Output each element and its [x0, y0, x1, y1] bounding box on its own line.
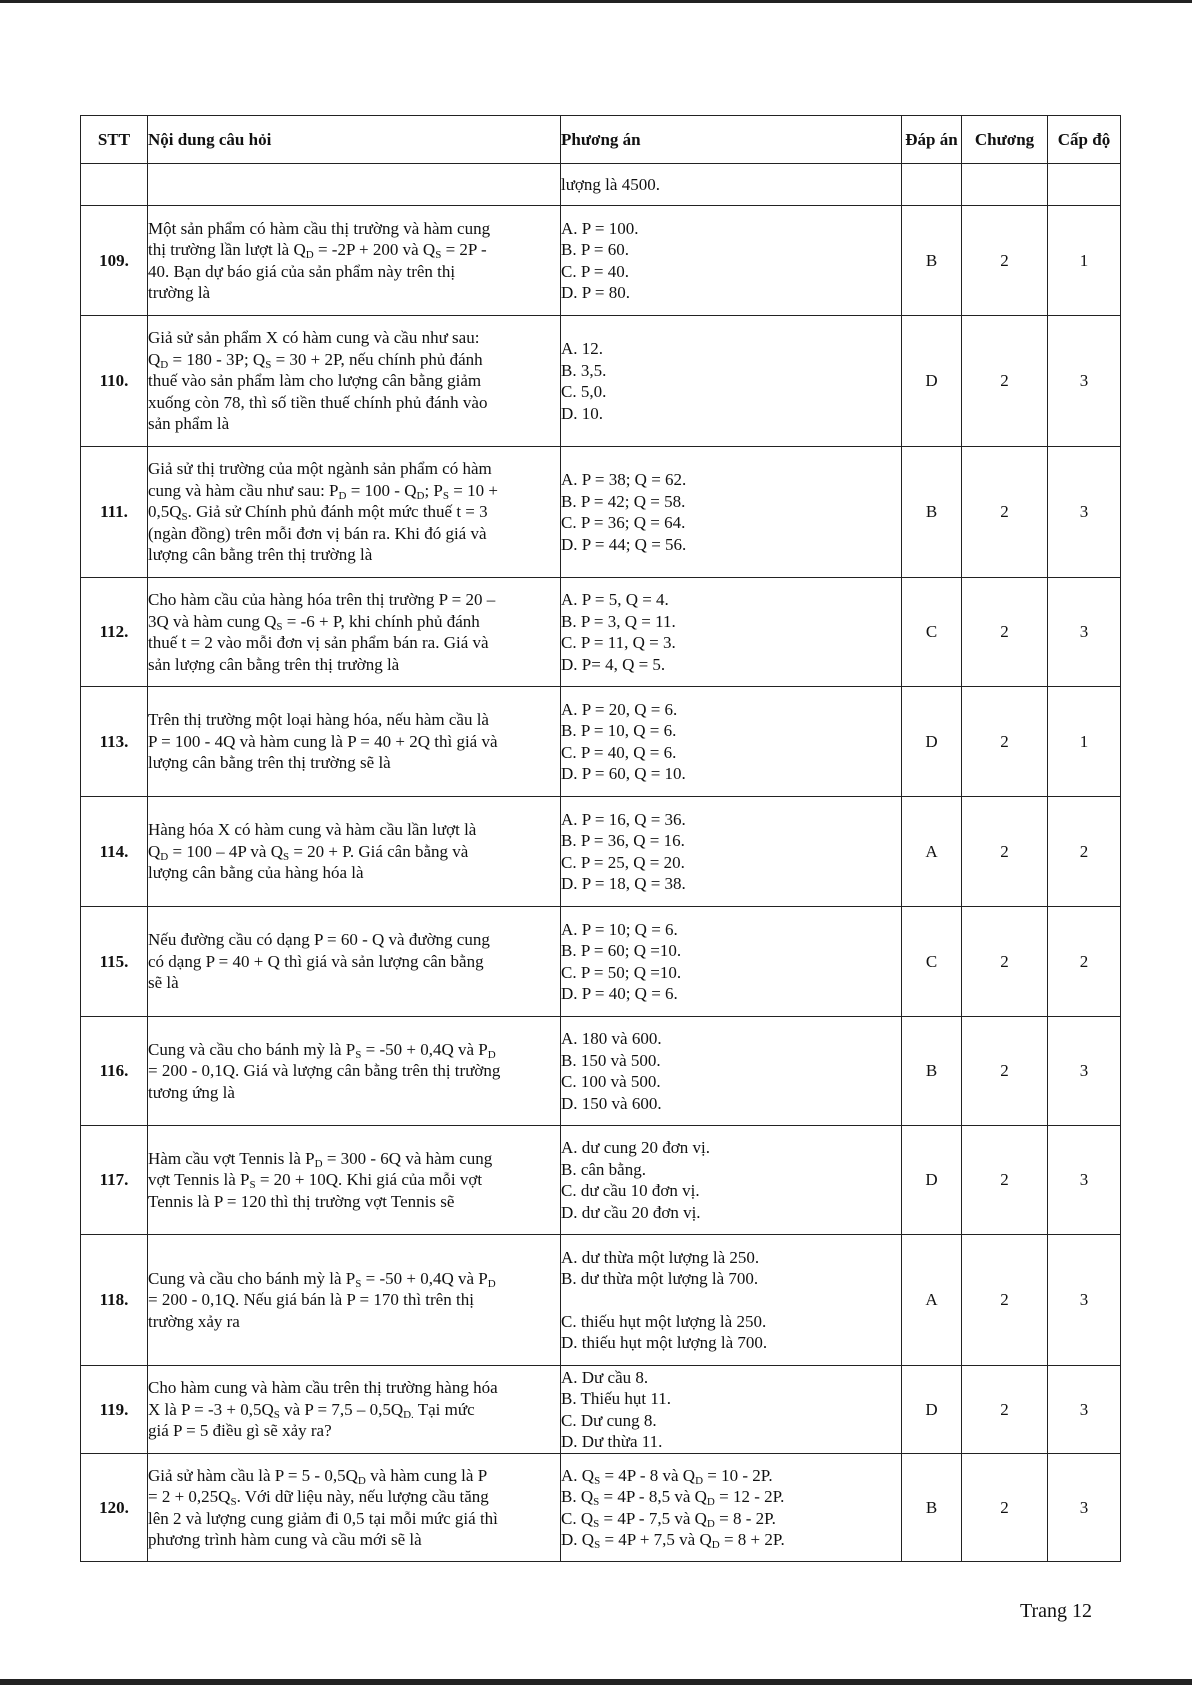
question-answer: D — [902, 1126, 962, 1235]
option-item: C. P = 25, Q = 20. — [561, 852, 685, 872]
question-answer: D — [902, 1366, 962, 1454]
question-options — [561, 1454, 902, 1562]
question-chapter: 2 — [962, 1126, 1048, 1235]
question-options — [561, 447, 902, 578]
question-text: Cho hàm cầu của hàng hóa trên thị trường P = 20 – 3Q và hàm cung $Q_S = -6 + P$, khi chính phủ đánh thuế t = 2 vào mỗi đơn vị sản phẩm bán ra. Giá và sản lượng cân bằng trên thị trường là — [148, 578, 561, 687]
option-item: B. cân bằng. — [561, 1159, 646, 1179]
question-number: 119. — [81, 1366, 148, 1454]
table-body — [81, 164, 1121, 1562]
question-chapter: 2 — [962, 797, 1048, 907]
question-level: 3 — [1048, 316, 1121, 447]
question-number: 111. — [81, 447, 148, 578]
option-item: B. $Q_S = 4P - 8,5$ và $Q_D = 12 - 2P$. — [561, 1487, 785, 1508]
option-item: B. P = 3, Q = 11. — [561, 611, 676, 631]
option-item: D. 10. — [561, 403, 604, 423]
option-item: D. thiếu hụt một lượng là 700. — [561, 1333, 768, 1352]
option-item: C. 5,0. — [561, 382, 607, 401]
option-item: D. 150 và 600. — [561, 1093, 662, 1113]
continuation-stt — [81, 164, 148, 206]
question-level: 2 — [1048, 907, 1121, 1017]
option-item: D. P = 40; Q = 6. — [561, 984, 678, 1003]
question-number: 116. — [81, 1017, 148, 1126]
question-row — [81, 578, 1121, 687]
question-answer: B — [902, 1454, 962, 1562]
header-answer: Đáp án — [902, 116, 962, 164]
option-item: B. P = 10, Q = 6. — [561, 721, 677, 740]
page-number: Trang 12 — [1020, 1600, 1093, 1622]
option-item: C. P = 40. — [561, 261, 629, 281]
option-item: A. P = 100. — [561, 218, 639, 238]
option-item: B. P = 42; Q = 58. — [561, 491, 686, 511]
option-item: B. P = 60; Q =10. — [561, 941, 682, 960]
question-level: 3 — [1048, 447, 1121, 578]
question-row — [81, 1454, 1121, 1562]
question-answer: D — [902, 316, 962, 447]
question-options — [561, 1235, 902, 1366]
question-level: 3 — [1048, 1366, 1121, 1454]
question-text: Giả sử thị trường của một ngành sản phẩm có hàm cung và hàm cầu như sau: $P_D = 100 - Q_D$; $P_S = 10$ + $0,5Q_S$. Giả sử Chính phủ đánh một mức thuế t = 3 (ngàn đồng) trên mỗi đơn vị bán ra. Khi đó giá và lượng cân bằng trên thị trường là — [148, 447, 561, 578]
question-chapter: 2 — [962, 206, 1048, 316]
question-options — [561, 316, 902, 447]
option-item: A. Dư cầu 8. — [561, 1367, 649, 1387]
question-level: 1 — [1048, 206, 1121, 316]
question-answer: B — [902, 1017, 962, 1126]
header-options: Phương án — [561, 116, 902, 164]
question-number: 112. — [81, 578, 148, 687]
question-row — [81, 1017, 1121, 1126]
question-answer: C — [902, 578, 962, 687]
option-item: A. dư thừa một lượng là 250. — [561, 1247, 760, 1267]
option-item: B. P = 36, Q = 16. — [561, 831, 685, 850]
question-level: 3 — [1048, 1126, 1121, 1235]
option-item: D. P= 4, Q = 5. — [561, 654, 666, 674]
question-options — [561, 1017, 902, 1126]
continuation-chapter — [962, 164, 1048, 206]
header-question: Nội dung câu hỏi — [148, 116, 561, 164]
option-item: C. P = 50; Q =10. — [561, 962, 682, 982]
option-item: B. dư thừa một lượng là 700. — [561, 1269, 759, 1288]
option-item: C. P = 36; Q = 64. — [561, 513, 686, 532]
question-text: Giả sử hàm cầu là $P = 5 - 0,5Q_D$ và hàm cung là P = $2 + 0,25Q_S$. Với dữ liệu này, nếu lượng cầu tăng lên 2 và lượng cung giảm đi 0,5 tại mỗi mức giá thì phương trình hàm cung và cầu mới sẽ là — [148, 1454, 561, 1562]
question-level: 3 — [1048, 1235, 1121, 1366]
option-item: B. 150 và 500. — [561, 1050, 661, 1070]
question-text: Cho hàm cung và hàm cầu trên thị trường hàng hóa X là $P = -3 + 0,5Q_S$ và $P = 7,5 - 0,5Q_{D.}$ Tại mức giá P = 5 điều gì sẽ xảy ra? — [148, 1366, 561, 1454]
question-text: Cung và cầu cho bánh mỳ là $P_S = -50 + 0,4Q$ và $P_D$ = 200 - 0,1Q. Nếu giá bán là P = 170 thì trên thị trường xảy ra — [148, 1235, 561, 1366]
question-options — [561, 578, 902, 687]
question-chapter: 2 — [962, 1366, 1048, 1454]
question-chapter: 2 — [962, 1454, 1048, 1562]
option-item: D. P = 60, Q = 10. — [561, 764, 686, 783]
header-level: Cấp độ — [1048, 116, 1121, 164]
question-options — [561, 1366, 902, 1454]
question-chapter: 2 — [962, 1017, 1048, 1126]
option-item: C. dư cầu 10 đơn vị. — [561, 1181, 700, 1200]
question-answer: A — [902, 797, 962, 907]
option-item: B. Thiếu hụt 11. — [561, 1389, 672, 1408]
question-text: Giả sử sản phẩm X có hàm cung và cầu như sau: $Q_D = 180 - 3P$; $Q_S = 30 + 2P$, nếu chính phủ đánh thuế vào sản phẩm làm cho lượng cân bằng giảm xuống còn 78, thì số tiền thuế chính phủ đánh vào sản phẩm là — [148, 316, 561, 447]
question-row — [81, 907, 1121, 1017]
question-answer: B — [902, 206, 962, 316]
question-number: 118. — [81, 1235, 148, 1366]
option-item: A. dư cung 20 đơn vị. — [561, 1138, 710, 1157]
continuation-answer — [902, 164, 962, 206]
question-text: Một sản phẩm có hàm cầu thị trường và hàm cung thị trường lần lượt là $Q_D = -2P + 200$ và $Q_S = 2P$ - 40. Bạn dự báo giá của sản phẩm này trên thị trường là — [148, 206, 561, 316]
question-answer: A — [902, 1235, 962, 1366]
page-bottom-edge — [0, 1679, 1192, 1685]
option-item: D. P = 80. — [561, 283, 630, 302]
question-number: 109. — [81, 206, 148, 316]
option-item: A. P = 10; Q = 6. — [561, 919, 678, 939]
option-item: A. 180 và 600. — [561, 1029, 662, 1048]
question-answer: B — [902, 447, 962, 578]
question-number: 114. — [81, 797, 148, 907]
option-item: D. dư cầu 20 đơn vị. — [561, 1202, 701, 1222]
header-chapter: Chương — [962, 116, 1048, 164]
page-top-edge — [0, 0, 1192, 3]
question-options — [561, 907, 902, 1017]
question-level: 1 — [1048, 687, 1121, 797]
continuation-row — [81, 164, 1121, 206]
option-item: A. P = 16, Q = 36. — [561, 809, 686, 829]
question-answer: C — [902, 907, 962, 1017]
option-item: A. 12. — [561, 339, 604, 358]
continuation-question — [148, 164, 561, 206]
question-text: Hàng hóa X có hàm cung và hàm cầu lần lượt là $Q_D = 100 - 4P$ và $Q_S = 20 + P$. Giá cân bằng và lượng cân bằng của hàng hóa là — [148, 797, 561, 907]
option-item: C. P = 40, Q = 6. — [561, 742, 677, 762]
question-chapter: 2 — [962, 907, 1048, 1017]
question-row — [81, 687, 1121, 797]
question-number: 110. — [81, 316, 148, 447]
question-text: Hàm cầu vợt Tennis là $P_D = 300 - 6Q$ và hàm cung vợt Tennis là $P_S = 20 + 10Q$. Khi giá của mỗi vợt Tennis là P = 120 thì thị trường vợt Tennis sẽ — [148, 1126, 561, 1235]
question-row — [81, 1235, 1121, 1366]
option-item: A. $Q_S = 4P - 8$ và $Q_D = 10 - 2P$. — [561, 1465, 773, 1487]
option-item: C. P = 11, Q = 3. — [561, 633, 676, 652]
question-table — [80, 115, 1121, 1562]
header-row — [81, 116, 1121, 164]
question-level: 3 — [1048, 578, 1121, 687]
question-row — [81, 1366, 1121, 1454]
question-text: Nếu đường cầu có dạng P = 60 - Q và đường cung có dạng P = 40 + Q thì giá và sản lượng cân bằng sẽ là — [148, 907, 561, 1017]
question-chapter: 2 — [962, 316, 1048, 447]
option-item: D. Dư thừa 11. — [561, 1432, 663, 1451]
continuation-level — [1048, 164, 1121, 206]
question-row — [81, 447, 1121, 578]
question-chapter: 2 — [962, 687, 1048, 797]
question-row — [81, 316, 1121, 447]
question-chapter: 2 — [962, 578, 1048, 687]
question-options — [561, 206, 902, 316]
question-number: 120. — [81, 1454, 148, 1562]
option-item: C. 100 và 500. — [561, 1072, 661, 1091]
question-options — [561, 687, 902, 797]
option-item: D. P = 18, Q = 38. — [561, 874, 686, 893]
header-stt: STT — [81, 116, 148, 164]
question-number: 117. — [81, 1126, 148, 1235]
question-answer: D — [902, 687, 962, 797]
question-number: 113. — [81, 687, 148, 797]
option-item: D. $Q_S = 4P + 7,5$ và $Q_D = 8 + 2P$. — [561, 1530, 785, 1551]
question-options — [561, 797, 902, 907]
question-level: 3 — [1048, 1017, 1121, 1126]
question-options — [561, 1126, 902, 1235]
question-text: Trên thị trường một loại hàng hóa, nếu hàm cầu là P = 100 - 4Q và hàm cung là P = 40 + 2Q thì giá và lượng cân bằng trên thị trường sẽ là — [148, 687, 561, 797]
option-item: B. 3,5. — [561, 360, 607, 380]
option-item: B. P = 60. — [561, 240, 629, 259]
question-number: 115. — [81, 907, 148, 1017]
continuation-option: lượng là 4500. — [561, 164, 902, 206]
question-row — [81, 1126, 1121, 1235]
question-chapter: 2 — [962, 1235, 1048, 1366]
question-level: 3 — [1048, 1454, 1121, 1562]
option-item: C. thiếu hụt một lượng là 250. — [561, 1311, 767, 1331]
option-item: C. Dư cung 8. — [561, 1410, 657, 1430]
option-item: D. P = 44; Q = 56. — [561, 534, 687, 554]
question-row — [81, 206, 1121, 316]
question-row — [81, 797, 1121, 907]
option-item: A. P = 38; Q = 62. — [561, 470, 687, 489]
question-chapter: 2 — [962, 447, 1048, 578]
option-item: C. $Q_S = 4P - 7,5$ và $Q_D = 8 - 2P$. — [561, 1508, 776, 1530]
question-text: Cung và cầu cho bánh mỳ là $P_S = -50 + 0,4Q$ và $P_D$ = 200 - 0,1Q. Giá và lượng cân bằng trên thị trường tương ứng là — [148, 1017, 561, 1126]
question-level: 2 — [1048, 797, 1121, 907]
option-item: A. P = 5, Q = 4. — [561, 590, 669, 609]
option-item: A. P = 20, Q = 6. — [561, 699, 678, 719]
